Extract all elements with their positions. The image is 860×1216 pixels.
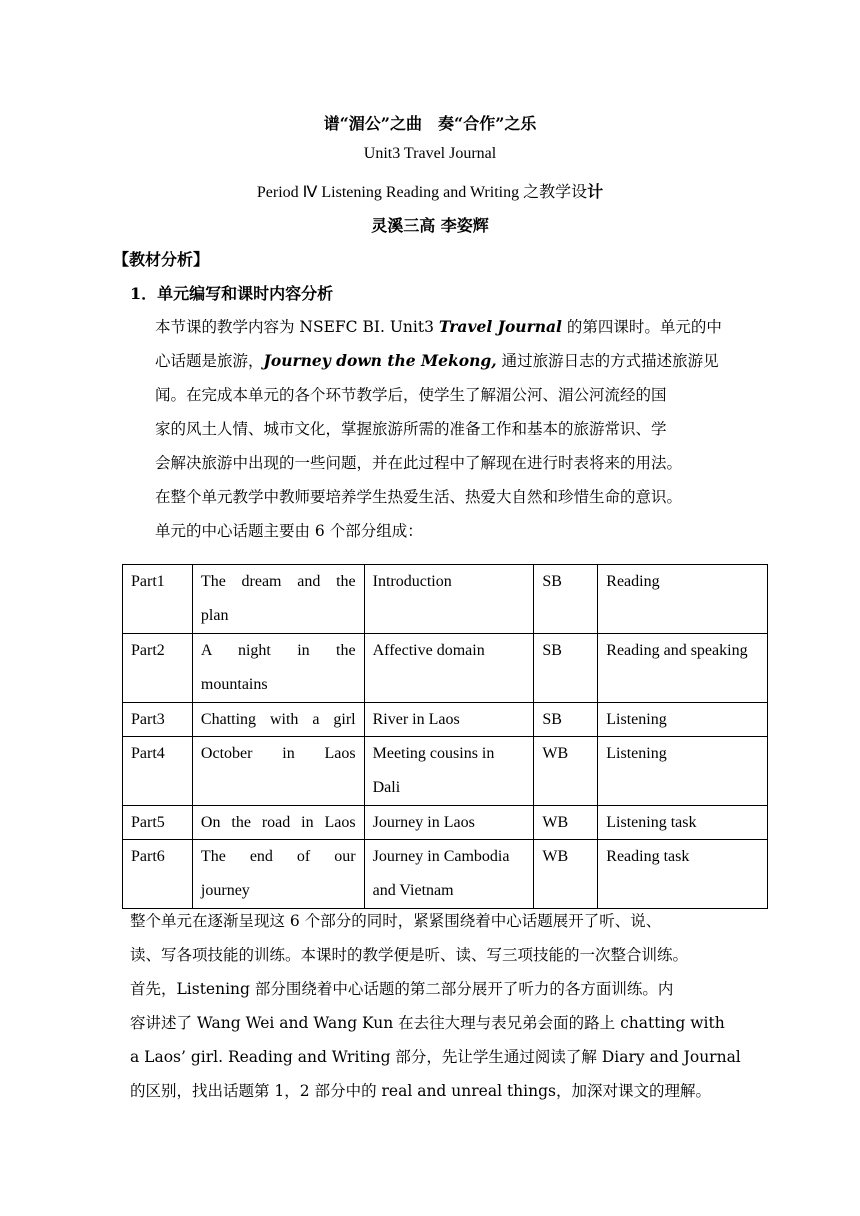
skill-cell <box>598 703 768 737</box>
title-cell <box>192 634 364 703</box>
period-title <box>0 179 860 202</box>
topic-cell-text: Meeting cousins in <box>372 745 495 762</box>
table-row <box>123 737 768 806</box>
skill-cell-text: Reading <box>606 573 660 590</box>
lesson-title: Journey down the Mekong, <box>263 351 497 370</box>
unit-title: Unit3 Travel Journal <box>363 145 497 162</box>
book-cell-text: SB <box>542 711 562 728</box>
part-cell <box>123 737 193 806</box>
skill-cell <box>598 840 768 909</box>
paragraph-line <box>155 344 722 378</box>
part-cell-text: Part3 <box>131 711 165 728</box>
intro-paragraph <box>155 310 722 548</box>
paragraph-line: a Laos’ girl. Reading and Writing 部分，先让学生通过阅读了解 Diary and Journal <box>130 1048 741 1066</box>
subsection-heading: 1．单元编写和课时内容分析 <box>130 284 334 303</box>
table-row <box>123 840 768 909</box>
table-row <box>123 565 768 634</box>
skill-cell-text: Listening <box>606 745 667 762</box>
skill-cell <box>598 806 768 840</box>
text-run: 心话题是旅游， <box>155 352 264 370</box>
topic-cell-text: and Vietnam <box>372 882 454 899</box>
skill-cell-text: Reading task <box>606 848 690 865</box>
title-cell <box>192 703 364 737</box>
book-cell-text: WB <box>542 814 569 831</box>
table-row <box>123 634 768 703</box>
text-run: 本节课的教学内容为 NSEFC BI. Unit3 <box>155 318 439 336</box>
topic-cell <box>364 840 534 909</box>
skill-cell <box>598 737 768 806</box>
title-cell-text: plan <box>200 607 229 624</box>
part-cell <box>123 840 193 909</box>
part-cell-text: Part2 <box>131 642 165 659</box>
paragraph-line: 在整个单元教学中教师要培养学生热爱生活、热爱大自然和珍惜生命的意识。 <box>155 488 683 506</box>
summary-paragraph <box>130 904 741 1108</box>
part-cell <box>123 806 193 840</box>
unit-parts-table <box>122 564 768 909</box>
topic-cell <box>364 634 534 703</box>
book-cell-text: SB <box>542 573 562 590</box>
period-title-suffix: 计 <box>587 184 604 201</box>
part-cell-text: Part1 <box>131 573 165 590</box>
paragraph-line: 的区别，找出话题第 1，2 部分中的 real and unreal things，加深对课文的理解。 <box>130 1082 711 1100</box>
book-cell-text: WB <box>542 848 569 865</box>
topic-cell <box>364 703 534 737</box>
topic-cell <box>364 565 534 634</box>
paragraph-line: 首先，Listening 部分围绕着中心话题的第二部分展开了听力的各方面训练。内 <box>130 980 674 998</box>
topic-cell <box>364 737 534 806</box>
title-cell <box>192 806 364 840</box>
paragraph-line: 单元的中心话题主要由 6 个部分组成： <box>155 522 423 540</box>
skill-cell <box>598 565 768 634</box>
part-cell <box>123 703 193 737</box>
book-cell-text: WB <box>542 745 569 762</box>
title-cell-text: journey <box>200 882 250 899</box>
book-cell <box>534 840 598 909</box>
title-cell-text: The end of our <box>200 848 356 865</box>
paragraph-line: 会解决旅游中出现的一些问题，并在此过程中了解现在进行时表将来的用法。 <box>155 454 683 472</box>
skill-cell-text: Listening <box>606 711 667 728</box>
paragraph-line: 读、写各项技能的训练。本课时的教学便是听、读、写三项技能的一次整合训练。 <box>130 946 689 964</box>
title-cell <box>192 840 364 909</box>
skill-cell <box>598 634 768 703</box>
book-cell <box>534 703 598 737</box>
book-cell <box>534 806 598 840</box>
topic-cell-text: Journey in Laos <box>372 814 475 831</box>
title-cell <box>192 737 364 806</box>
author-line: 灵溪三高 李姿辉 <box>371 216 489 235</box>
text-run: 的第四课时。单元的中 <box>561 318 722 336</box>
title-cell-text: The dream and the <box>200 573 356 590</box>
paragraph-line: 家的风土人情、城市文化，掌握旅游所需的准备工作和基本的旅游常识、学 <box>155 420 667 438</box>
topic-cell-text: Affective domain <box>372 642 485 659</box>
book-cell <box>534 565 598 634</box>
paragraph-line: 整个单元在逐渐呈现这 6 个部分的同时，紧紧围绕着中心话题展开了听、说、 <box>130 912 662 930</box>
title-cell-text: October in Laos <box>200 745 356 762</box>
title-cell <box>192 565 364 634</box>
title-cell-text: A night in the <box>200 642 356 659</box>
part-cell <box>123 634 193 703</box>
topic-cell <box>364 806 534 840</box>
period-title-text: Period Ⅳ Listening Reading and Writing 之教学设 <box>256 184 588 201</box>
topic-cell-text: Dali <box>372 779 401 796</box>
paragraph-line: 容讲述了 Wang Wei and Wang Kun 在去往大理与表兄弟会面的路上 chatting with <box>130 1014 725 1032</box>
table-row <box>123 806 768 840</box>
title-cell-text: On the road in Laos <box>200 814 356 831</box>
title-cell-text: Chatting with a girl <box>200 711 356 728</box>
topic-cell-text: River in Laos <box>372 711 460 728</box>
book-cell <box>534 634 598 703</box>
book-title: Travel Journal <box>438 317 562 336</box>
paragraph-line <box>155 310 722 344</box>
table-row <box>123 703 768 737</box>
section-heading: 【教材分析】 <box>113 250 210 269</box>
title-cell-text: mountains <box>200 676 268 693</box>
part-cell-text: Part6 <box>131 848 165 865</box>
book-cell-text: SB <box>542 642 562 659</box>
paragraph-line: 闻。在完成本单元的各个环节教学后，使学生了解湄公河、湄公河流经的国 <box>155 386 667 404</box>
part-cell-text: Part4 <box>131 745 165 762</box>
skill-cell-text: Listening task <box>606 814 697 831</box>
part-cell-text: Part5 <box>131 814 165 831</box>
document-title: 谱“湄公”之曲 奏“合作”之乐 <box>323 114 537 133</box>
text-run: 通过旅游日志的方式描述旅游见 <box>496 352 719 370</box>
topic-cell-text: Journey in Cambodia <box>372 848 510 865</box>
skill-cell-text: Reading and speaking <box>606 642 748 659</box>
part-cell <box>123 565 193 634</box>
book-cell <box>534 737 598 806</box>
topic-cell-text: Introduction <box>372 573 452 590</box>
